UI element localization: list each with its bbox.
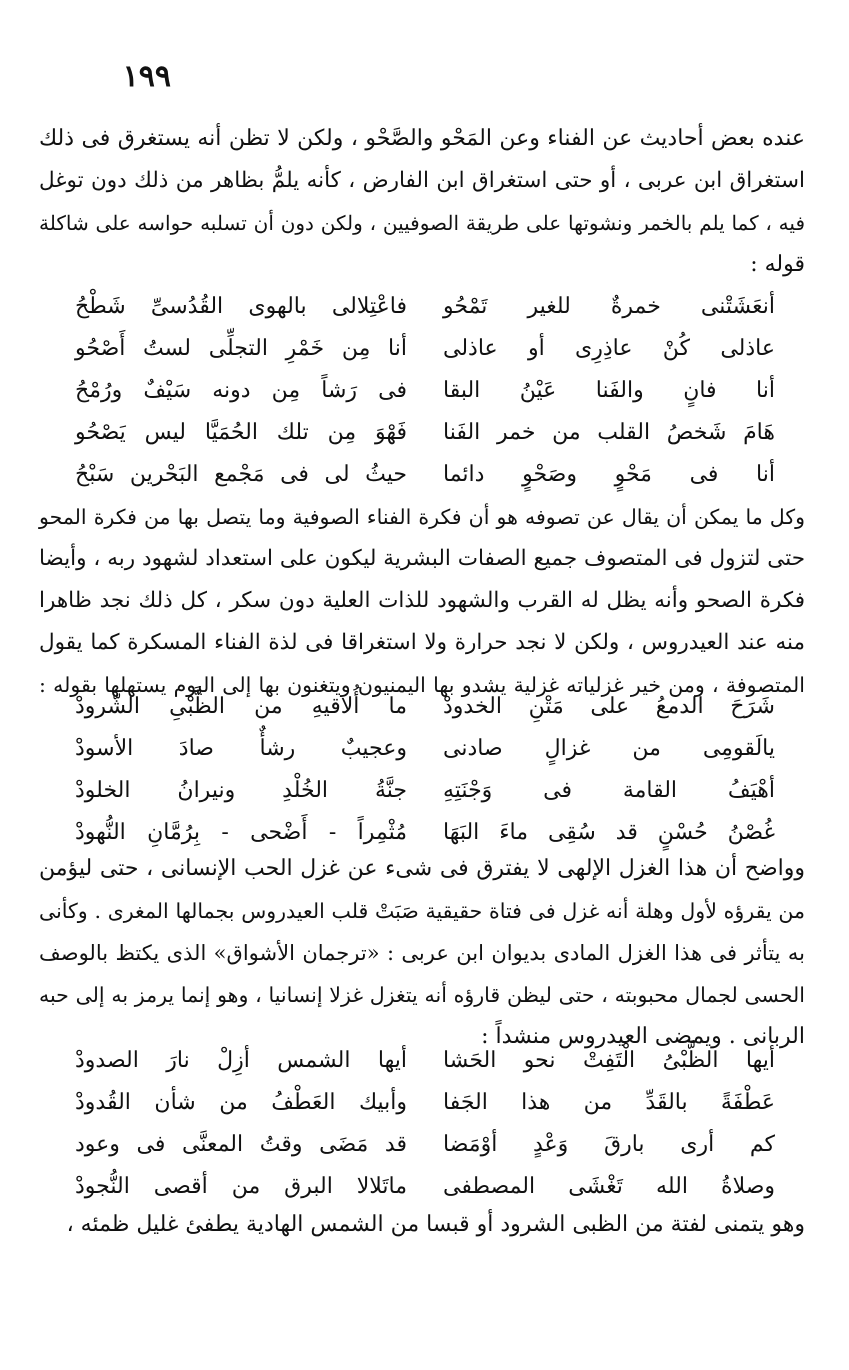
hemistich-first: عَطْفَةً بالقَدِّ من هذا الجَفا [443, 1090, 775, 1115]
verse [75, 1166, 775, 1208]
hemistich-second: مُثْمِراً - أَضْحى - بِرُمَّانِ النُّهودْ [75, 820, 407, 845]
verse [75, 1040, 775, 1082]
hemistich-second: أيها الشمس أزِلْ نارَ الصدودْ [75, 1048, 407, 1073]
verse [75, 686, 775, 728]
paragraph-4 [39, 1204, 805, 1246]
text-line: حتى لتزول فى المتصوف جميع الصفات البشرية ليكون على استعداد لشهود ربه ، وأيضا [39, 546, 805, 571]
text-line: فيه ، كما يلم بالخمر ونشوتها على طريقة الصوفيين ، ولكن دون أن تسلبه حواسه على شاكلة [39, 211, 805, 235]
paragraph-3 [39, 848, 805, 1058]
text-line: وكل ما يمكن أن يقال عن تصوفه هو أن فكرة الفناء الصوفية وما يتصل بها من فكرة المحو [39, 505, 805, 529]
hemistich-first: أهْيَفُ القامة فى وَجْنَتِهِ [443, 778, 775, 803]
hemistich-first: أنعَشَتْنى خمرةٌ للغير تَمْحُو [443, 294, 775, 319]
hemistich-first: أيها الظَّبْىُ الْتَفِتْ نحو الحَشا [443, 1048, 775, 1073]
text-line: وواضح أن هذا الغزل الإلهى لا يفترق فى شىء عن غزل الحب الإنسانى ، حتى ليؤمن [39, 856, 805, 881]
hemistich-first: عاذلى كُنْ عاذِرِى أو عاذلى [443, 336, 775, 361]
paragraph-2 [39, 496, 805, 706]
hemistich-second: وعجيبٌ رشأٌ صادَ الأسودْ [75, 736, 407, 761]
hemistich-second: فَهْوَ مِن تلك الحُمَيَّا ليس يَصْحُو [75, 420, 407, 445]
text-line: منه عند العيدروس ، ولكن لا نجد حرارة ولا استغراقا فى لذة الفناء المسكرة كما يقول [39, 630, 805, 655]
page-number: ١٩٩ [122, 59, 171, 94]
verse [75, 328, 775, 370]
hemistich-first: وصلاةُ الله تَغْشَى المصطفى [443, 1174, 775, 1199]
verse [75, 728, 775, 770]
poem-2 [75, 686, 775, 854]
poem-3 [75, 1040, 775, 1208]
verse [75, 1124, 775, 1166]
hemistich-first: كم أرى بارقَ وَعْدٍ أوْمَضا [443, 1132, 775, 1157]
hemistich-second: جنَّةُ الخُلْدِ ونيرانُ الخلودْ [75, 778, 407, 803]
text-line: به يتأثر فى هذا الغزل المادى بديوان ابن عربى : «ترجمان الأشواق» الذى يكتظ بالوصف [39, 941, 805, 965]
hemistich-second: ماتَلالا البرق من أقصى النُّجودْ [75, 1174, 407, 1199]
verse [75, 370, 775, 412]
verse [75, 412, 775, 454]
text-line: وهو يتمنى لفتة من الظبى الشرود أو قبسا من الشمس الهادية يطفئ غليل ظمئه ، [66, 1212, 805, 1237]
text-line: الربانى . ويمضى العيدروس منشداً : [481, 1024, 805, 1049]
verse [75, 286, 775, 328]
text-line: عنده بعض أحاديث عن الفناء وعن المَحْو والصَّحْو ، ولكن لا تظن أنه يستغرق فى ذلك [39, 126, 805, 151]
hemistich-second: ما أُلاقيهِ من الظَّبْىِ الشَّرودْ [75, 694, 407, 719]
hemistich-first: شَرَحَ الدمعُ على مَتْنِ الخدودْ [443, 694, 775, 719]
verse [75, 454, 775, 496]
hemistich-first: يالَقومِى من غزالٍ صادنى [443, 736, 775, 761]
text-line: فكرة الصحو وأنه يظل له القرب والشهود للذات العلية دون سكر ، كل ذلك نجد ظاهرا [39, 588, 805, 613]
hemistich-second: أنا مِن خَمْرِ التجلِّى لستُ أَصْحُو [75, 336, 407, 361]
text-line: من يقرؤه لأول وهلة أنه غزل فى فتاة حقيقية صَبَتْ قلب العيدروس بجمالها المغرى . وكأنى [39, 899, 805, 923]
hemistich-first: أنا فى مَحْوٍ وصَحْوٍ دائما [443, 462, 775, 487]
hemistich-second: حيثُ لى فى مَجْمع البَحْرين سَبْحُ [75, 462, 407, 487]
paragraph-1 [39, 118, 805, 286]
hemistich-first: أنا فانٍ والفَنا عَيْنُ البقا [443, 378, 775, 403]
hemistich-first: غُصْنُ حُسْنٍ قد سُقِى ماءَ البَهَا [443, 820, 775, 845]
text-line: المتصوفة ، ومن خير غزلياته غزلية يشدو بها اليمنيون ويتغنون بها إلى اليوم يستهلها بقوله : [39, 673, 805, 697]
poem-1 [75, 286, 775, 496]
hemistich-second: قد مَضَى وقتُ المعنَّى فى وعود [75, 1132, 407, 1157]
verse [75, 1082, 775, 1124]
hemistich-second: وأبيك العَطْفُ من شأن القُدودْ [75, 1090, 407, 1115]
text-line: استغراق ابن عربى ، أو حتى استغراق ابن الفارض ، كأنه يلمُّ بظاهر من ذلك دون توغل [39, 168, 805, 193]
verse [75, 770, 775, 812]
text-line: الحسى لجمال محبوبته ، حتى ليظن قارؤه أنه يتغزل غزلا إنسانيا ، وهو إنما يرمز به إلى حبه [39, 983, 805, 1007]
hemistich-second: فى رَشاً مِن دونه سَيْفٌ ورُمْحُ [75, 378, 407, 403]
text-line: قوله : [750, 252, 805, 277]
hemistich-first: هَامَ شَخصُ القلب من خمر الفَنا [443, 420, 775, 445]
hemistich-second: فاعْتِلالى بالهوى القُدُسىِّ شَطْحُ [75, 294, 407, 319]
